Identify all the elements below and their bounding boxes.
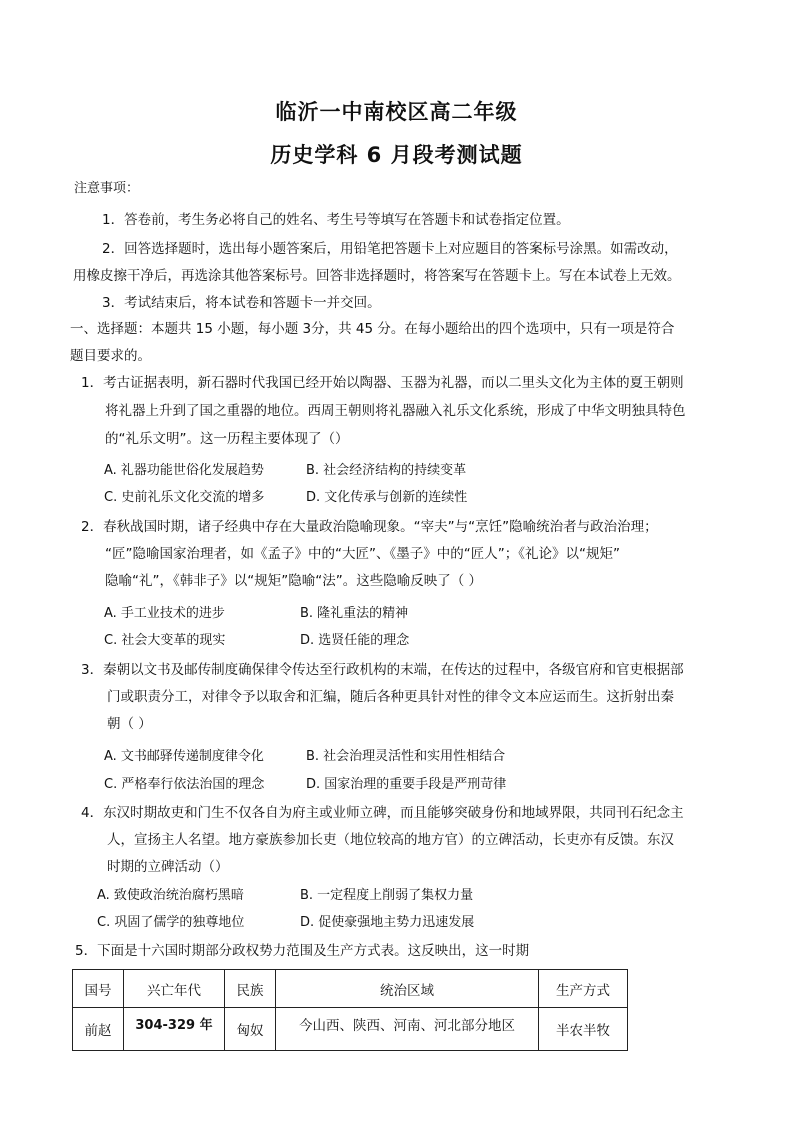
exam-subtitle: 历史学科 6 月段考测试题 bbox=[270, 143, 523, 167]
notice-item-2-line-2: 用橡皮擦干净后，再选涂其他答案标号。回答非选择题时，将答案写在答题卡上。写在本试卷上无效。 bbox=[73, 268, 681, 284]
question-2-line-2: “匠”隐喻国家治理者，如《孟子》中的“大匠”、《墨子》中的“匠人”；《礼论》以“规矩” bbox=[105, 546, 620, 562]
table-cell: 304-329 年 bbox=[124, 1008, 225, 1051]
table-cell: 半农半牧 bbox=[539, 1008, 628, 1051]
question-2-line-1: 2．春秋战国时期，诸子经典中存在大量政治隐喻现象。“宰夫”与“烹饪”隐喻统治者与政治治理； bbox=[81, 519, 658, 535]
question-1-line-3: 的“礼乐文明”。这一历程主要体现了（） bbox=[105, 431, 349, 447]
table-header-cell: 民族 bbox=[225, 970, 276, 1008]
section-1-line-2: 题目要求的。 bbox=[70, 348, 151, 364]
question-2-option-c[interactable]: C. 社会大变革的现实 bbox=[104, 633, 226, 648]
question-3-option-c[interactable]: C. 严格奉行依法治国的理念 bbox=[104, 777, 265, 792]
question-3-line-1: 3．秦朝以文书及邮传制度确保律令传达至行政机构的末端，在传达的过程中，各级官府和官吏根据部 bbox=[81, 662, 684, 678]
question-3-option-a[interactable]: A. 文书邮驿传递制度律令化 bbox=[104, 749, 264, 764]
question-2-option-d[interactable]: D. 选贤任能的理念 bbox=[300, 633, 410, 648]
question-3-line-3: 朝（ ） bbox=[107, 716, 152, 732]
question-3-line-2: 门或职责分工，对律令予以取舍和汇编，随后各种更具针对性的律令文本应运而生。这折射出秦 bbox=[107, 689, 674, 705]
question-1-line-2: 将礼器上升到了国之重器的地位。西周王朝则将礼器融入礼乐文化系统，形成了中华文明独具特色 bbox=[105, 403, 686, 419]
notice-heading: 注意事项： bbox=[74, 181, 140, 196]
question-1-option-a[interactable]: A. 礼器功能世俗化发展趋势 bbox=[104, 463, 264, 478]
question-1-option-d[interactable]: D. 文化传承与创新的连续性 bbox=[306, 490, 468, 505]
notice-item-2-line-1: 2．回答选择题时，选出每小题答案后，用铅笔把答题卡上对应题目的答案标号涂黑。如需改动， bbox=[102, 241, 678, 257]
question-3-option-b[interactable]: B. 社会治理灵活性和实用性相结合 bbox=[306, 749, 506, 764]
question-4-option-a[interactable]: A. 致使政治统治腐朽黑暗 bbox=[97, 888, 244, 903]
table-cell: 今山西、陕西、河南、河北部分地区 bbox=[276, 1008, 539, 1051]
question-4-line-3: 时期的立碑活动（） bbox=[107, 859, 229, 875]
table-cell: 前赵 bbox=[73, 1008, 124, 1051]
table-header-cell: 生产方式 bbox=[539, 970, 628, 1008]
section-1-line-1: 一、选择题：本题共 15 小题，每小题 3分，共 45 分。在每小题给出的四个选项中，只有一项是符合 bbox=[70, 321, 675, 337]
table-header-cell: 统治区域 bbox=[276, 970, 539, 1008]
question-3-option-d[interactable]: D. 国家治理的重要手段是严刑苛律 bbox=[306, 777, 507, 792]
question-1-option-c[interactable]: C. 史前礼乐文化交流的增多 bbox=[104, 490, 265, 505]
question-4-line-1: 4．东汉时期故吏和门生不仅各自为府主或业师立碑，而且能够突破身份和地域界限，共同刊石纪念主 bbox=[81, 805, 684, 821]
question-2-line-3: 隐喻“礼”，《韩非子》以“规矩”隐喻“法”。这些隐喻反映了（ ） bbox=[105, 573, 483, 589]
question-5-line-1: 5．下面是十六国时期部分政权势力范围及生产方式表。这反映出，这一时期 bbox=[75, 943, 530, 959]
notice-item-3: 3．考试结束后，将本试卷和答题卡一并交回。 bbox=[102, 295, 381, 311]
question-4-line-2: 人，宣扬主人名望。地方豪族参加长吏（地位较高的地方官）的立碑活动，长吏亦有反馈。东汉 bbox=[107, 832, 674, 848]
table-row bbox=[73, 1008, 628, 1051]
table-header-row bbox=[73, 970, 628, 1008]
table-header-cell: 国号 bbox=[73, 970, 124, 1008]
notice-item-1: 1．答卷前，考生务必将自己的姓名、考生号等填写在答题卡和试卷指定位置。 bbox=[102, 212, 570, 228]
question-4-option-d[interactable]: D. 促使豪强地主势力迅速发展 bbox=[300, 915, 475, 930]
question-2-option-b[interactable]: B. 隆礼重法的精神 bbox=[300, 606, 409, 621]
question-1-option-b[interactable]: B. 社会经济结构的持续变革 bbox=[306, 463, 467, 478]
regimes-table bbox=[72, 969, 628, 1051]
question-4-option-c[interactable]: C. 巩固了儒学的独尊地位 bbox=[97, 915, 245, 930]
question-4-option-b[interactable]: B. 一定程度上削弱了集权力量 bbox=[300, 888, 474, 903]
question-1-line-1: 1．考古证据表明，新石器时代我国已经开始以陶器、玉器为礼器，而以二里头文化为主体的夏王朝则 bbox=[81, 375, 684, 391]
table-cell: 匈奴 bbox=[225, 1008, 276, 1051]
table-header-cell: 兴亡年代 bbox=[124, 970, 225, 1008]
exam-title: 临沂一中南校区高二年级 bbox=[275, 100, 518, 124]
question-2-option-a[interactable]: A. 手工业技术的进步 bbox=[104, 606, 225, 621]
